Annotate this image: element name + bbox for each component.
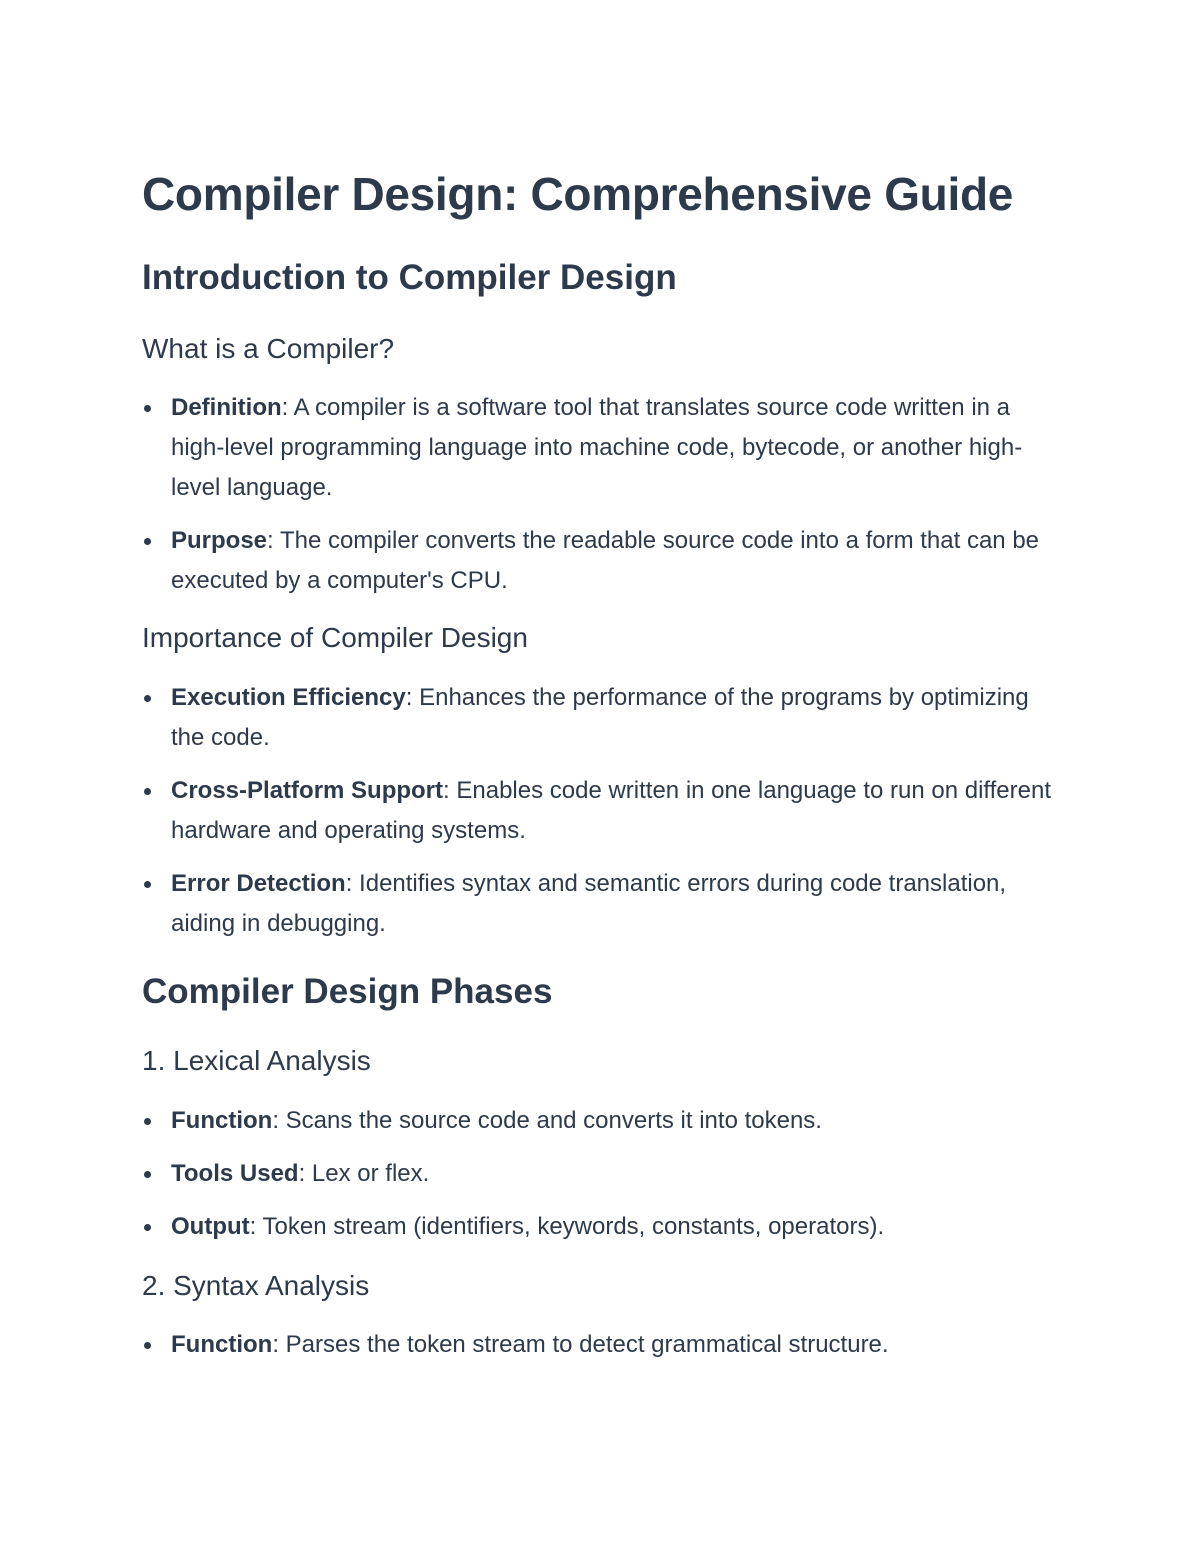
list-item-term: Cross-Platform Support <box>171 777 444 804</box>
list-item: Function: Scans the source code and converts it into tokens. <box>142 1101 1052 1141</box>
list-item-term: Definition <box>171 394 282 421</box>
importance-list <box>142 678 1052 957</box>
section-heading-introduction: Introduction to Compiler Design <box>142 258 677 297</box>
list-item: Cross-Platform Support: Enables code written in one language to run on different hardware and operating systems. <box>142 771 1052 851</box>
list-item-term: Execution Efficiency <box>171 684 406 711</box>
subsection-heading-syntax-analysis: 2. Syntax Analysis <box>142 1270 370 1301</box>
list-item-term: Function <box>171 1107 273 1134</box>
list-item-text: Token stream (identifiers, keywords, constants, operators). <box>262 1213 885 1240</box>
list-item-text: Enables code written in one language to run on different hardware and operating systems. <box>171 777 1052 844</box>
list-item: Error Detection: Identifies syntax and semantic errors during code translation, aiding in debugging. <box>142 864 1052 944</box>
list-item-text: The compiler converts the readable source code into a form that can be executed by a computer's CPU. <box>171 527 1040 594</box>
list-item-term: Purpose <box>171 527 268 554</box>
list-item-text: Lex or flex. <box>311 1160 430 1187</box>
list-item-term: Output <box>171 1213 250 1240</box>
list-item: Output: Token stream (identifiers, keywords, constants, operators). <box>142 1207 1052 1247</box>
list-item: Execution Efficiency: Enhances the performance of the programs by optimizing the code. <box>142 678 1052 758</box>
subsection-heading-what-is-compiler: What is a Compiler? <box>142 333 395 364</box>
list-item-term: Error Detection <box>171 870 346 897</box>
list-item: Function: Parses the token stream to detect grammatical structure. <box>142 1325 1052 1365</box>
syntax-analysis-list <box>142 1325 1052 1378</box>
subsection-heading-importance: Importance of Compiler Design <box>142 622 528 653</box>
list-item: Definition: A compiler is a software tool that translates source code written in a high-level programming language into machine code, bytecode, or another high-level language. <box>142 388 1052 508</box>
list-item-term: Function <box>171 1331 273 1358</box>
document-title: Compiler Design: Comprehensive Guide <box>142 168 1014 220</box>
lexical-analysis-list <box>142 1101 1052 1260</box>
list-item-term: Tools Used <box>171 1160 299 1187</box>
section-heading-phases: Compiler Design Phases <box>142 972 553 1011</box>
list-item-text: A compiler is a software tool that translates source code written in a high-level programming language into machine code, bytecode, or another high-level language. <box>171 394 1023 501</box>
subsection-heading-lexical-analysis: 1. Lexical Analysis <box>142 1045 371 1076</box>
list-item: Purpose: The compiler converts the readable source code into a form that can be executed by a computer's CPU. <box>142 521 1052 601</box>
what-is-compiler-list <box>142 388 1052 614</box>
list-item: Tools Used: Lex or flex. <box>142 1154 1052 1194</box>
list-item-text: Identifies syntax and semantic errors during code translation, aiding in debugging. <box>171 870 1007 937</box>
list-item-text: Enhances the performance of the programs by optimizing the code. <box>171 684 1029 751</box>
list-item-text: Scans the source code and converts it into tokens. <box>285 1107 822 1134</box>
list-item-text: Parses the token stream to detect grammatical structure. <box>285 1331 889 1358</box>
